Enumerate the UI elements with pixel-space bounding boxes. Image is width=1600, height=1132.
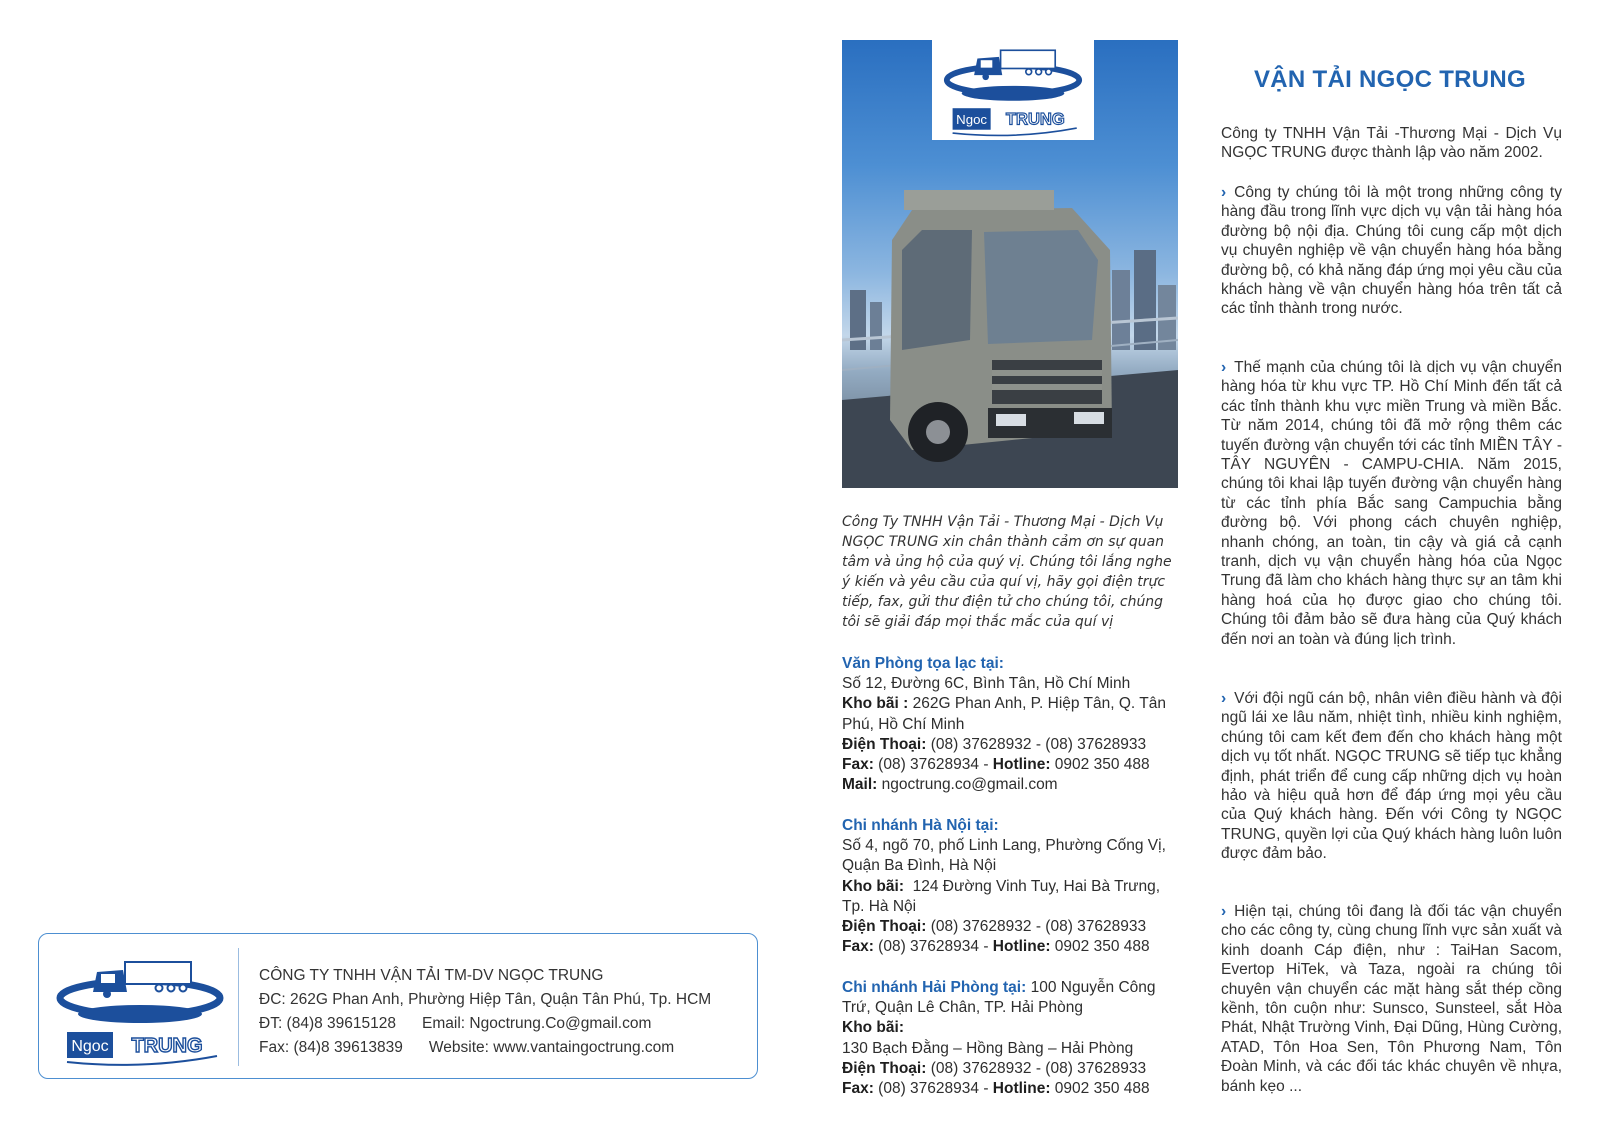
haiphong-depot-label: Kho bãi: [842, 1019, 904, 1037]
page-title: VẬN TẢI NGỌC TRUNG [1253, 66, 1527, 93]
card-website: Website: www.vantaingoctrung.com [428, 1039, 675, 1056]
hanoi-branch-contact [842, 816, 1184, 957]
hanoi-phone-value: (08) 37628932 - (08) 37628933 [926, 918, 1147, 936]
card-fax: Fax: (84)8 39613839 [259, 1039, 403, 1056]
office-heading: Văn Phòng tọa lạc tại: [842, 655, 1004, 672]
hanoi-fax-value: (08) 37628934 - [873, 938, 993, 956]
office-mail [842, 775, 1184, 795]
bullet-paragraph [1221, 902, 1562, 1096]
card-phone: ĐT: (84)8 39615128 [259, 1015, 397, 1032]
haiphong-depot-value: 130 Bạch Đằng – Hồng Bàng – Hải Phòng [842, 1039, 1134, 1057]
hanoi-heading: Chi nhánh Hà Nội tại: [842, 817, 999, 834]
office-mail-label: Mail: [842, 776, 878, 794]
office-depot-value: 262G Phan Anh, P. Hiệp Tân, Q. Tân Phú, Hồ Chí Minh [842, 695, 1166, 733]
haiphong-hotline-value: 0902 350 488 [1050, 1080, 1150, 1098]
haiphong-phone [842, 1059, 1184, 1079]
paragraph-text: Hiện tại, chúng tôi đang là đối tác vận chuyển cho các công ty, cùng chung lĩnh vực sản xuất và kinh doanh Cáp điện, như : TaiHan Sacom, Evertop HiTek, và Taza, ngoài ra chúng tôi chuyên vận chuyển các mặt hàng sắt thép cồng kềnh, tôn cuộn như: Sunsco, Sunsteel, sắt Hòa Phát, Nhật Trường Vinh, Đại Dũng, Hùng Cường, ATAD, Tôn Hoa Sen, Tôn Phương Nam, Tôn Đoàn Minh, và các đối tác khác chuyên về nhựa, bánh kẹo ... [1221, 903, 1562, 1095]
chevron-right-icon: › [1221, 903, 1227, 920]
chevron-right-icon: › [1221, 184, 1227, 201]
office-phone-value: (08) 37628932 - (08) 37628933 [926, 735, 1147, 753]
bullet-paragraph [1221, 358, 1562, 649]
logo-word-right: TRUNG [131, 1035, 203, 1057]
haiphong-phone-label: Điện Thoại: [842, 1059, 927, 1077]
haiphong-fax [842, 1079, 1184, 1099]
hanoi-depot [842, 877, 1184, 917]
office-fax-label: Fax: [842, 756, 874, 774]
card-address: ĐC: 262G Phan Anh, Phường Hiệp Tân, Quận Tân Phú, Tp. HCM [259, 991, 712, 1008]
card-company-name: CÔNG TY TNHH VẬN TẢI TM-DV NGỌC TRUNG [259, 967, 604, 984]
haiphong-address: 100 Nguyễn Công Trứ, Quận Lê Chân, TP. Hải Phòng [842, 979, 1156, 1017]
hero-logo [932, 40, 1094, 140]
haiphong-fax-label: Fax: [842, 1080, 874, 1098]
haiphong-branch-contact [842, 978, 1184, 1099]
office-fax-value: (08) 37628934 - [873, 756, 993, 774]
chevron-right-icon: › [1221, 690, 1227, 707]
truck-logo-icon [53, 952, 227, 1068]
office-phone-label: Điện Thoại: [842, 735, 927, 753]
truck-photo [842, 40, 1178, 488]
hanoi-depot-label: Kho bãi: [842, 877, 904, 895]
haiphong-hotline-label: Hotline: [992, 1080, 1051, 1098]
office-phone [842, 735, 1184, 755]
paragraph-text: Thế mạnh của chúng tôi là dịch vụ vận chuyển hàng hóa từ khu vực TP. Hồ Chí Minh đến tất cả các tỉnh thành khu vực miền Trung và miền Bắc. Từ năm 2014, chúng tôi đã mở rộng thêm các tuyến đường vận chuyển tới các tỉnh MIỀN TÂY - TÂY NGUYÊN - CAMPU-CHIA. Năm 2015, chúng tôi khai lập tuyến đường vận chuyển hàng từ các tỉnh phía Bắc sang Campuchia bằng đường bộ. Với phong cách chuyên nghiệp, nhanh chóng, an toàn, tin cậy và giá cả cạnh tranh, dịch vụ vận chuyển hàng hóa của Ngọc Trung đã làm cho khách hàng thực sự an tâm khi hàng hoá của họ được giao cho chúng tôi. Chúng tôi đảm bảo sẽ đưa hàng của Quý khách đến nơi an toàn và đúng lịch trình. [1221, 359, 1562, 648]
logo-word-right: TRUNG [1005, 109, 1065, 129]
company-logo [53, 952, 227, 1068]
bullet-paragraph [1221, 689, 1562, 864]
hanoi-hotline-label: Hotline: [992, 938, 1051, 956]
hanoi-depot-value: 124 Đường Vinh Tuy, Hai Bà Trưng, Tp. Hà Nội [842, 877, 1165, 915]
card-fax-website-row [259, 1036, 749, 1060]
logo-word-left: Ngoc [71, 1038, 109, 1055]
intro-paragraph: Công ty TNHH Vận Tải -Thương Mại - Dịch Vụ NGỌC TRUNG được thành lập vào năm 2002. [1221, 125, 1562, 162]
haiphong-heading: Chi nhánh Hải Phòng tại: [842, 979, 1027, 996]
paragraph-text: Với đội ngũ cán bộ, nhân viên điều hành và đội ngũ lái xe lâu năm, nhiệt tình, nhiều kinh nghiệm, chúng tôi cam kết đem đến cho khách hàng một dịch vụ tốt nhất. NGỌC TRUNG sẽ tiếp tục khẳng định, phát triển để cung cấp những dịch vụ hoàn hảo và hiệu quả hơn để đáp ứng mọi yêu cầu của Quý khách hàng. Đến với Công ty NGỌC TRUNG, quyền lợi của Quý khách hàng luôn luôn được đảm bảo. [1221, 690, 1563, 863]
office-depot-label: Kho bãi : [842, 695, 909, 713]
office-fax [842, 755, 1184, 775]
office-hotline-label: Hotline: [992, 756, 1051, 774]
card-info [259, 964, 749, 1060]
office-contact [842, 654, 1184, 795]
card-email: Email: Ngoctrung.Co@gmail.com [422, 1015, 652, 1032]
card-divider [238, 948, 239, 1066]
office-depot [842, 694, 1184, 734]
hanoi-phone [842, 917, 1184, 937]
chevron-right-icon: › [1221, 359, 1227, 376]
hanoi-fax-label: Fax: [842, 938, 874, 956]
bullet-paragraph [1221, 183, 1562, 319]
hanoi-address: Số 4, ngõ 70, phố Linh Lang, Phường Cống Vị, Quận Ba Đình, Hà Nội [842, 837, 1166, 875]
card-phone-email-row [259, 1012, 749, 1036]
hanoi-fax [842, 937, 1184, 957]
office-mail-value: ngoctrung.co@gmail.com [877, 776, 1058, 794]
hanoi-phone-label: Điện Thoại: [842, 918, 927, 936]
paragraph-text: Công ty chúng tôi là một trong những công ty hàng đầu trong lĩnh vực dịch vụ vận tải hàng hóa đường bộ nội địa. Chúng tôi cung cấp một dịch vụ chuyên nghiệp về vận chuyển hàng hóa bằng đường bộ, có khả năng đáp ứng mọi yêu cầu của khách hàng về vận chuyển hàng hóa trên tất cả các tỉnh thành trong nước. [1221, 184, 1562, 318]
truck-logo-icon [936, 42, 1090, 138]
logo-word-left: Ngoc [956, 111, 988, 127]
haiphong-fax-value: (08) 37628934 - [873, 1080, 993, 1098]
hanoi-hotline-value: 0902 350 488 [1050, 938, 1150, 956]
office-address: Số 12, Đường 6C, Bình Tân, Hồ Chí Minh [842, 675, 1131, 693]
thank-you-note: Công Ty TNHH Vận Tải - Thương Mại - Dịch Vụ NGỌC TRUNG xin chân thành cảm ơn sự quan tâm và ủng hộ của quý vị. Chúng tôi lắng nghe ý kiến và yêu cầu của quí vị, hãy gọi điện trực tiếp, fax, gửi thư điện tử cho chúng tôi, chúng tôi sẽ giải đáp mọi thắc mắc của quí vị [842, 514, 1172, 630]
office-hotline-value: 0902 350 488 [1050, 756, 1150, 774]
haiphong-phone-value: (08) 37628932 - (08) 37628933 [926, 1059, 1147, 1077]
business-card [38, 933, 758, 1079]
